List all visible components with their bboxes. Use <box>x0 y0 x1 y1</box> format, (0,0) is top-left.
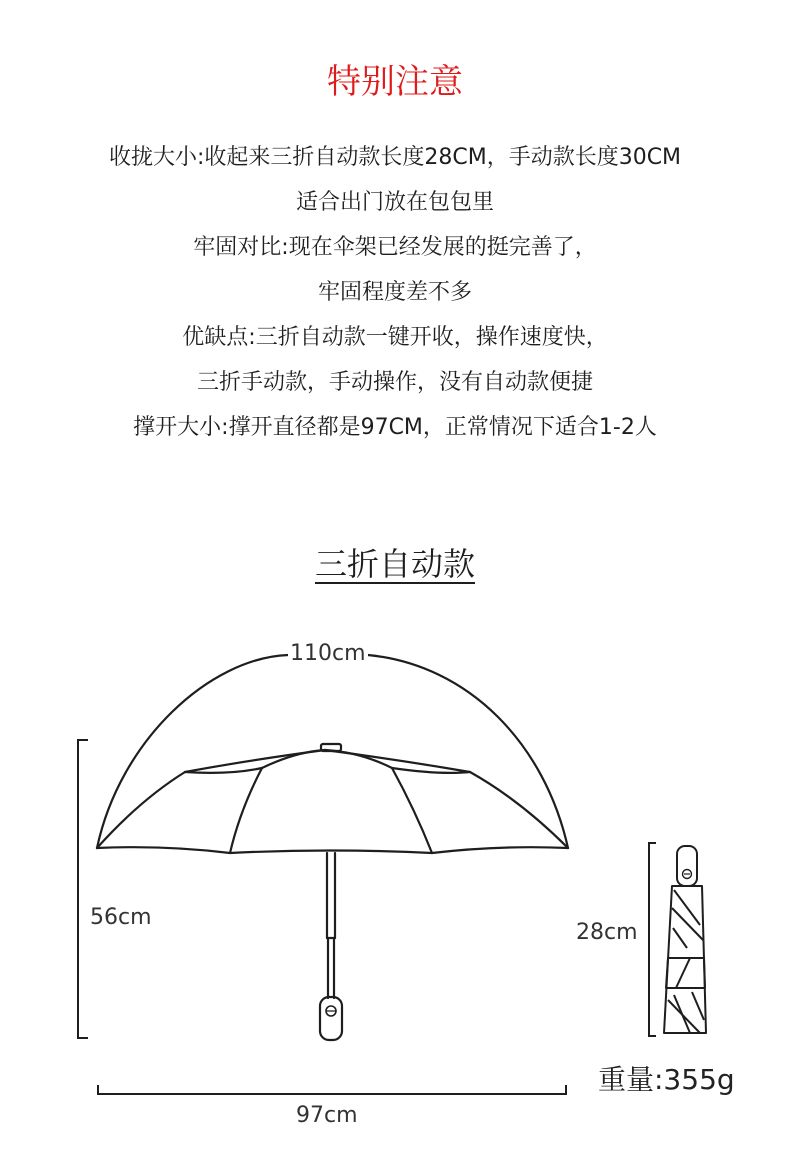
arc-length-label: 110cm <box>290 641 366 666</box>
info-line-fits-bag: 适合出门放在包包里 <box>295 190 494 215</box>
diameter-bracket <box>98 1085 566 1094</box>
open-umbrella-icon <box>97 655 568 1040</box>
folded-length-label: 28cm <box>576 920 638 945</box>
info-line-manual: 三折手动款，手动操作，没有自动款便捷 <box>196 370 593 395</box>
notice-title: 特别注意 <box>327 62 463 102</box>
info-line-folded-size: 收拢大小:收起来三折自动款长度28CM，手动款长度30CM <box>108 145 682 170</box>
info-line-pros-cons: 优缺点:三折自动款一键开收，操作速度快， <box>182 325 608 350</box>
open-height-label: 56cm <box>90 905 152 930</box>
info-line-sturdiness: 牢固对比:现在伞架已经发展的挺完善了， <box>193 235 597 260</box>
open-diameter-label: 97cm <box>296 1103 358 1128</box>
info-line-open-size: 撑开大小:撑开直径都是97CM，正常情况下适合1-2人 <box>133 415 657 440</box>
folded-umbrella-icon <box>664 846 706 1033</box>
weight-label: 重量:355g <box>598 1063 735 1096</box>
height-bracket <box>78 740 88 1038</box>
folded-bracket <box>649 843 656 1036</box>
info-line-sturdiness-cont: 牢固程度差不多 <box>317 280 472 305</box>
section-title-text: 三折自动款 <box>314 545 475 583</box>
